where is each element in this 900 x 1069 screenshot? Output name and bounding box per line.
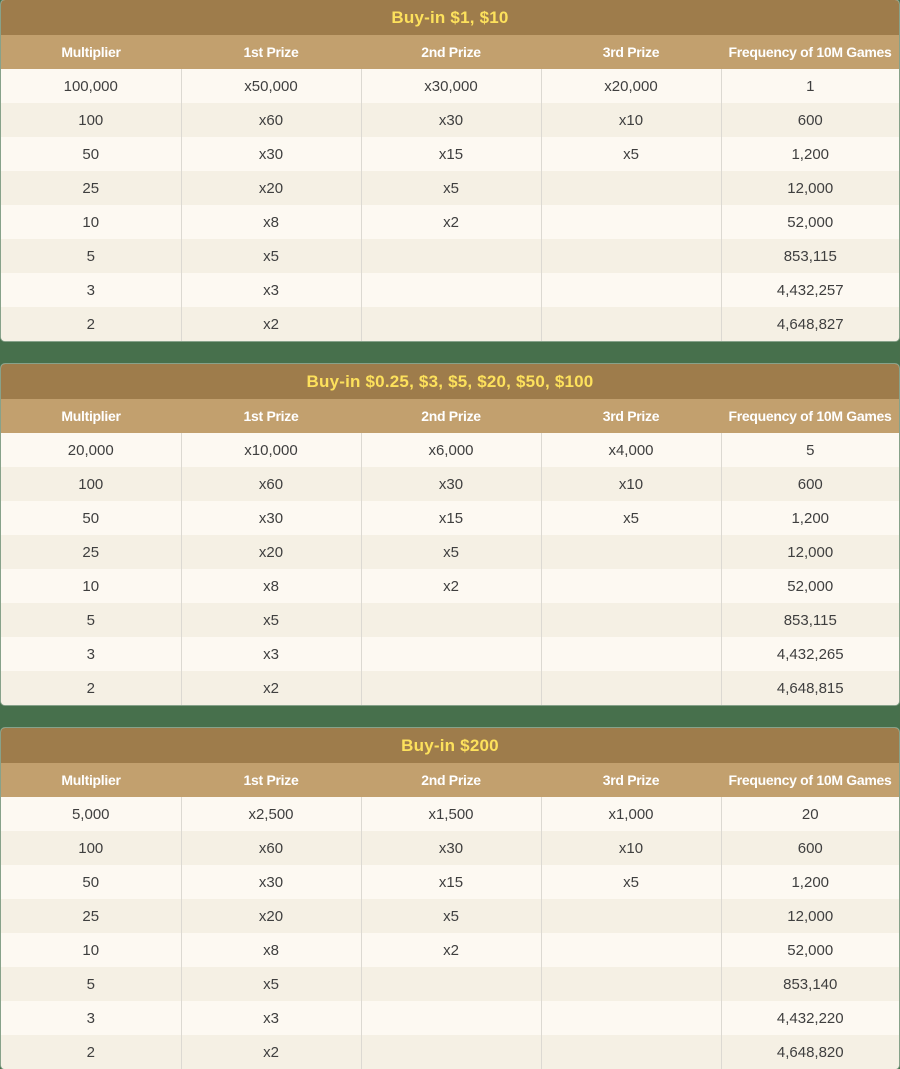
table-row bbox=[1, 865, 899, 899]
cell-multiplier: 10 bbox=[1, 205, 181, 239]
cell-second-prize: x5 bbox=[361, 535, 541, 569]
cell-multiplier: 25 bbox=[1, 171, 181, 205]
column-header-first-prize: 1st Prize bbox=[181, 763, 361, 797]
cell-first-prize: x30 bbox=[181, 501, 361, 535]
cell-third-prize: x5 bbox=[541, 137, 721, 171]
cell-third-prize: x5 bbox=[541, 865, 721, 899]
cell-frequency: 4,648,827 bbox=[721, 307, 899, 341]
cell-frequency: 5 bbox=[721, 433, 899, 467]
column-header-third-prize: 3rd Prize bbox=[541, 35, 721, 69]
column-header-first-prize: 1st Prize bbox=[181, 35, 361, 69]
cell-second-prize: x30 bbox=[361, 103, 541, 137]
paytable-grid bbox=[1, 763, 899, 1069]
cell-second-prize bbox=[361, 239, 541, 273]
table-row bbox=[1, 797, 899, 831]
cell-third-prize bbox=[541, 205, 721, 239]
cell-second-prize: x2 bbox=[361, 933, 541, 967]
paytable-body bbox=[1, 433, 899, 705]
cell-first-prize: x60 bbox=[181, 103, 361, 137]
cell-first-prize: x8 bbox=[181, 933, 361, 967]
cell-second-prize bbox=[361, 1001, 541, 1035]
cell-third-prize: x10 bbox=[541, 467, 721, 501]
cell-third-prize: x10 bbox=[541, 103, 721, 137]
paytable-body bbox=[1, 797, 899, 1069]
cell-multiplier: 3 bbox=[1, 273, 181, 307]
cell-second-prize bbox=[361, 307, 541, 341]
cell-third-prize bbox=[541, 933, 721, 967]
cell-third-prize: x5 bbox=[541, 501, 721, 535]
table-row bbox=[1, 1035, 899, 1069]
paytable-1 bbox=[1, 0, 899, 341]
cell-first-prize: x8 bbox=[181, 569, 361, 603]
paytable-title: Buy-in $0.25, $3, $5, $20, $50, $100 bbox=[1, 364, 899, 399]
cell-second-prize: x5 bbox=[361, 899, 541, 933]
table-row bbox=[1, 307, 899, 341]
paytable-title: Buy-in $200 bbox=[1, 728, 899, 763]
paytable-grid bbox=[1, 35, 899, 341]
cell-multiplier: 10 bbox=[1, 933, 181, 967]
cell-frequency: 52,000 bbox=[721, 933, 899, 967]
cell-second-prize: x30 bbox=[361, 467, 541, 501]
table-row bbox=[1, 205, 899, 239]
paytable-3 bbox=[1, 728, 899, 1069]
cell-frequency: 4,432,257 bbox=[721, 273, 899, 307]
cell-multiplier: 3 bbox=[1, 1001, 181, 1035]
paytable-2 bbox=[1, 364, 899, 705]
cell-frequency: 12,000 bbox=[721, 535, 899, 569]
table-row bbox=[1, 535, 899, 569]
cell-third-prize bbox=[541, 1035, 721, 1069]
table-row bbox=[1, 171, 899, 205]
table-row bbox=[1, 239, 899, 273]
cell-third-prize: x10 bbox=[541, 831, 721, 865]
cell-first-prize: x60 bbox=[181, 467, 361, 501]
cell-third-prize: x1,000 bbox=[541, 797, 721, 831]
cell-third-prize bbox=[541, 535, 721, 569]
cell-second-prize: x30,000 bbox=[361, 69, 541, 103]
cell-third-prize bbox=[541, 273, 721, 307]
table-row bbox=[1, 899, 899, 933]
cell-multiplier: 2 bbox=[1, 671, 181, 705]
paytable-grid bbox=[1, 399, 899, 705]
cell-frequency: 1,200 bbox=[721, 865, 899, 899]
cell-first-prize: x5 bbox=[181, 239, 361, 273]
cell-second-prize bbox=[361, 273, 541, 307]
column-header-third-prize: 3rd Prize bbox=[541, 399, 721, 433]
cell-multiplier: 5 bbox=[1, 239, 181, 273]
cell-first-prize: x10,000 bbox=[181, 433, 361, 467]
table-row bbox=[1, 603, 899, 637]
cell-frequency: 52,000 bbox=[721, 205, 899, 239]
cell-first-prize: x8 bbox=[181, 205, 361, 239]
table-row bbox=[1, 501, 899, 535]
cell-multiplier: 10 bbox=[1, 569, 181, 603]
table-row bbox=[1, 273, 899, 307]
cell-second-prize bbox=[361, 671, 541, 705]
cell-multiplier: 50 bbox=[1, 865, 181, 899]
table-row bbox=[1, 137, 899, 171]
cell-third-prize bbox=[541, 171, 721, 205]
cell-second-prize bbox=[361, 603, 541, 637]
cell-first-prize: x20 bbox=[181, 171, 361, 205]
cell-frequency: 600 bbox=[721, 831, 899, 865]
cell-first-prize: x3 bbox=[181, 273, 361, 307]
cell-third-prize bbox=[541, 967, 721, 1001]
cell-multiplier: 5 bbox=[1, 967, 181, 1001]
table-row bbox=[1, 671, 899, 705]
paytable-body bbox=[1, 69, 899, 341]
cell-second-prize bbox=[361, 967, 541, 1001]
cell-second-prize: x2 bbox=[361, 205, 541, 239]
cell-frequency: 600 bbox=[721, 103, 899, 137]
cell-frequency: 1,200 bbox=[721, 501, 899, 535]
cell-first-prize: x20 bbox=[181, 899, 361, 933]
cell-multiplier: 5 bbox=[1, 603, 181, 637]
table-row bbox=[1, 933, 899, 967]
cell-multiplier: 25 bbox=[1, 535, 181, 569]
cell-first-prize: x60 bbox=[181, 831, 361, 865]
cell-frequency: 853,140 bbox=[721, 967, 899, 1001]
column-header-row bbox=[1, 763, 899, 797]
cell-multiplier: 3 bbox=[1, 637, 181, 671]
cell-frequency: 4,432,220 bbox=[721, 1001, 899, 1035]
cell-third-prize bbox=[541, 239, 721, 273]
cell-second-prize: x15 bbox=[361, 865, 541, 899]
table-row bbox=[1, 569, 899, 603]
cell-multiplier: 100 bbox=[1, 103, 181, 137]
cell-third-prize: x20,000 bbox=[541, 69, 721, 103]
cell-frequency: 600 bbox=[721, 467, 899, 501]
cell-second-prize: x5 bbox=[361, 171, 541, 205]
column-header-frequency: Frequency of 10M Games bbox=[721, 763, 899, 797]
cell-multiplier: 50 bbox=[1, 137, 181, 171]
cell-third-prize: x4,000 bbox=[541, 433, 721, 467]
cell-first-prize: x2 bbox=[181, 671, 361, 705]
cell-first-prize: x30 bbox=[181, 865, 361, 899]
cell-first-prize: x5 bbox=[181, 967, 361, 1001]
cell-multiplier: 5,000 bbox=[1, 797, 181, 831]
column-header-third-prize: 3rd Prize bbox=[541, 763, 721, 797]
cell-frequency: 4,648,815 bbox=[721, 671, 899, 705]
cell-second-prize: x15 bbox=[361, 501, 541, 535]
cell-first-prize: x5 bbox=[181, 603, 361, 637]
cell-second-prize bbox=[361, 1035, 541, 1069]
cell-third-prize bbox=[541, 899, 721, 933]
cell-frequency: 12,000 bbox=[721, 899, 899, 933]
cell-frequency: 4,432,265 bbox=[721, 637, 899, 671]
cell-multiplier: 100 bbox=[1, 831, 181, 865]
cell-multiplier: 100 bbox=[1, 467, 181, 501]
cell-frequency: 853,115 bbox=[721, 239, 899, 273]
cell-first-prize: x3 bbox=[181, 637, 361, 671]
cell-multiplier: 25 bbox=[1, 899, 181, 933]
cell-frequency: 52,000 bbox=[721, 569, 899, 603]
table-row bbox=[1, 433, 899, 467]
column-header-second-prize: 2nd Prize bbox=[361, 763, 541, 797]
cell-frequency: 1 bbox=[721, 69, 899, 103]
cell-third-prize bbox=[541, 637, 721, 671]
column-header-frequency: Frequency of 10M Games bbox=[721, 399, 899, 433]
column-header-second-prize: 2nd Prize bbox=[361, 399, 541, 433]
cell-multiplier: 2 bbox=[1, 307, 181, 341]
cell-frequency: 1,200 bbox=[721, 137, 899, 171]
column-header-multiplier: Multiplier bbox=[1, 399, 181, 433]
cell-second-prize bbox=[361, 637, 541, 671]
column-header-row bbox=[1, 399, 899, 433]
column-header-row bbox=[1, 35, 899, 69]
table-row bbox=[1, 69, 899, 103]
column-header-first-prize: 1st Prize bbox=[181, 399, 361, 433]
cell-frequency: 12,000 bbox=[721, 171, 899, 205]
cell-multiplier: 100,000 bbox=[1, 69, 181, 103]
cell-first-prize: x2 bbox=[181, 1035, 361, 1069]
cell-frequency: 20 bbox=[721, 797, 899, 831]
column-header-multiplier: Multiplier bbox=[1, 763, 181, 797]
table-row bbox=[1, 1001, 899, 1035]
cell-third-prize bbox=[541, 603, 721, 637]
table-row bbox=[1, 967, 899, 1001]
cell-multiplier: 20,000 bbox=[1, 433, 181, 467]
cell-second-prize: x1,500 bbox=[361, 797, 541, 831]
cell-second-prize: x6,000 bbox=[361, 433, 541, 467]
cell-second-prize: x15 bbox=[361, 137, 541, 171]
table-row bbox=[1, 103, 899, 137]
cell-first-prize: x30 bbox=[181, 137, 361, 171]
cell-second-prize: x30 bbox=[361, 831, 541, 865]
cell-first-prize: x20 bbox=[181, 535, 361, 569]
table-row bbox=[1, 831, 899, 865]
cell-first-prize: x2,500 bbox=[181, 797, 361, 831]
cell-third-prize bbox=[541, 671, 721, 705]
cell-frequency: 853,115 bbox=[721, 603, 899, 637]
table-row bbox=[1, 637, 899, 671]
column-header-frequency: Frequency of 10M Games bbox=[721, 35, 899, 69]
cell-first-prize: x50,000 bbox=[181, 69, 361, 103]
cell-multiplier: 50 bbox=[1, 501, 181, 535]
table-row bbox=[1, 467, 899, 501]
cell-third-prize bbox=[541, 307, 721, 341]
column-header-second-prize: 2nd Prize bbox=[361, 35, 541, 69]
paytable-title: Buy-in $1, $10 bbox=[1, 0, 899, 35]
cell-first-prize: x2 bbox=[181, 307, 361, 341]
column-header-multiplier: Multiplier bbox=[1, 35, 181, 69]
cell-frequency: 4,648,820 bbox=[721, 1035, 899, 1069]
cell-second-prize: x2 bbox=[361, 569, 541, 603]
cell-first-prize: x3 bbox=[181, 1001, 361, 1035]
cell-third-prize bbox=[541, 569, 721, 603]
cell-multiplier: 2 bbox=[1, 1035, 181, 1069]
cell-third-prize bbox=[541, 1001, 721, 1035]
